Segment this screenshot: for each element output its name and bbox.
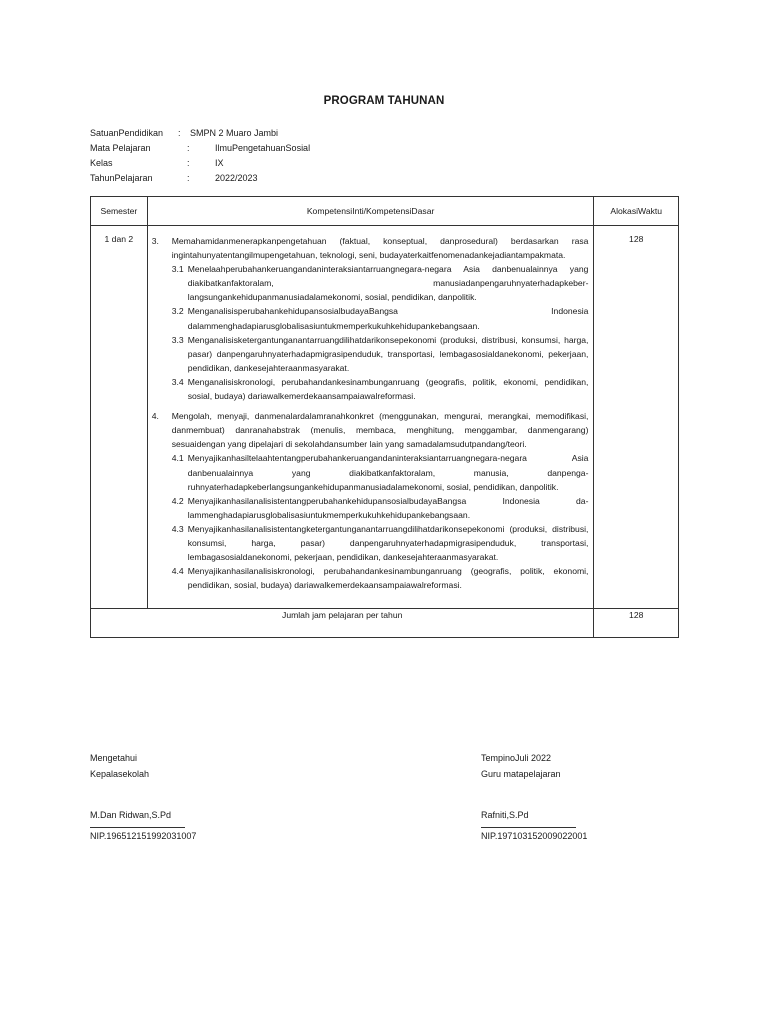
kd-text: Menganalisiskronologi, perubahandankesinambunganruang (geografis, politik, ekonomi, pendidikan, sosial, budaya) dariawalkemerdekaansampaiawalreformasi. — [187, 376, 589, 402]
kd-text: MenyajikanhasilanalisistentangperubahankehidupansosialbudayaBangsa Indonesia da-lammenghadapiarusglobalisasiuntukmemperkukuhkehidupankebangsaan. — [187, 495, 589, 520]
kd-item — [172, 451, 589, 493]
meta-label: SatuanPendidikan — [90, 128, 164, 138]
kompetensi-cell — [147, 226, 594, 609]
kd-number: 3.4 — [171, 376, 184, 387]
kd-number: 3.3 — [171, 334, 184, 345]
table-header-row — [91, 197, 679, 226]
kd-item — [172, 262, 589, 304]
meta-separator: : — [187, 158, 190, 168]
meta-separator: : — [187, 173, 190, 183]
ki-text: Memahamidanmenerapkanpengetahuan (faktual, konseptual, danprosedural) berdasarkan rasa ingintahunyatentangilmupengetahuan, teknologi, seni, budayaterkaitfenomenadankejadiantampakmata. — [171, 236, 589, 261]
kd-number: 3.2 — [171, 306, 184, 317]
total-value: 128 — [594, 609, 679, 638]
signature-left — [90, 750, 196, 844]
meta-value: SMPN 2 Muaro Jambi — [190, 128, 279, 138]
kd-item — [172, 522, 589, 564]
signature-right — [481, 750, 587, 844]
kd-item — [172, 333, 589, 375]
header-alokasi: AlokasiWaktu — [594, 197, 679, 226]
meta-value: 2022/2023 — [215, 173, 258, 183]
ki-body — [172, 409, 589, 592]
signature-nip: NIP.197103152009022001 — [481, 831, 588, 841]
total-label: Jumlah jam pelajaran per tahun — [91, 609, 594, 638]
alokasi-cell: 128 — [594, 226, 679, 609]
ki-text: Mengolah, menyaji, danmenalardalamranahkonkret (menggunakan, mengurai, merangkai, memodifikasi, danmembuat) danranahabstrak (menulis, membaca, menghitung, menggambar, danmengarang) sesuaidengan yang dipelajari di sekolahdansumber lain yang samadalamsudutpandang/teori. — [171, 411, 589, 450]
table-row — [91, 226, 679, 609]
signature-nip: NIP.196512151992031007 — [90, 831, 197, 841]
signature-name: Rafniti,S.Pd — [481, 810, 529, 820]
signature-role: Guru matapelajaran — [481, 769, 561, 779]
kd-text: Menganalisisketergantunganantarruangdilihatdarikonsepekonomi (produksi, distribusi, konsumsi, harga, pasar) danpengaruhnyaterhadapmigrasipenduduk, transportasi, lembagasosialdanekonomi, pekerjaan, pendidikan, dankesejahteraanmasyarakat. — [187, 334, 589, 373]
header-semester: Semester — [91, 197, 148, 226]
meta-label: Mata Pelajaran — [90, 143, 151, 153]
meta-label: Kelas — [90, 158, 113, 168]
kd-item — [172, 304, 589, 332]
ki-item — [152, 409, 589, 592]
ki-item — [152, 234, 589, 403]
total-row — [91, 609, 679, 638]
signature-space — [90, 782, 196, 807]
kd-text: Menyajikanhasiltelaahtentangperubahankeruangandaninteraksiantarruangnegara-negara Asia danbenualainnya yang diakibatkanfaktoralam, manusia, danpenga-ruhnyaterhadapkeberlangsungankehidupanmanusiadalamekonomi, sosial, pendidikan, danpolitik. — [187, 453, 589, 492]
ki-body — [172, 234, 589, 403]
meta-separator: : — [178, 128, 181, 138]
document-title: PROGRAM TAHUNAN — [323, 95, 445, 107]
kd-item — [172, 494, 589, 522]
kd-number: 4.4 — [171, 566, 184, 577]
meta-label: TahunPelajaran — [90, 173, 153, 183]
signature-role: Kepalasekolah — [90, 769, 150, 779]
kd-item — [172, 375, 589, 403]
signature-name: M.Dan Ridwan,S.Pd — [90, 810, 172, 820]
kd-text: Menelaahperubahankeruangandaninteraksiantarruangnegara-negara Asia danbenualainnya yang diakibatkanfaktoralam, manusiadanpengaruhnyaterhadapkeber-langsungankehidupanmanusiadalamekonomi, sosial, pendidikan, danpolitik. — [187, 264, 589, 303]
signature-space — [481, 782, 587, 807]
kd-text: Menyajikanhasilanalisiskronologi, perubahandankesinambunganruang (geografis, politik, ekonomi, pendidikan, sosial, budaya) dariawalkemerdekaansampaiawalreformasi. — [187, 566, 589, 591]
meta-separator: : — [187, 143, 190, 153]
kd-item — [172, 564, 589, 592]
ki-number: 3. — [151, 236, 159, 246]
kd-number: 4.1 — [171, 453, 184, 464]
meta-value: IX — [215, 158, 224, 168]
semester-cell: 1 dan 2 — [91, 226, 148, 609]
kd-text: MenganalisisperubahankehidupansosialbudayaBangsa Indonesia dalammenghadapiarusglobalisasiuntukmemperkukuhkehidupankebangsaan. — [187, 306, 589, 331]
program-table — [90, 196, 679, 638]
meta-value: IlmuPengetahuanSosial — [215, 143, 311, 153]
kd-number: 4.2 — [171, 495, 184, 506]
kd-number: 3.1 — [171, 264, 184, 275]
signature-heading: TempinoJuli 2022 — [481, 753, 552, 763]
signature-heading: Mengetahui — [90, 753, 138, 763]
ki-number: 4. — [151, 411, 159, 422]
kd-text: Menyajikanhasilanalisistentangketergantunganantarruangdilihatdarikonsepekonomi (produksi, distribusi, konsumsi, harga, pasar) danpengaruhnyaterhadapmigrasipenduduk, transportasi, lembagasosialdanekonomi, pekerjaan, pendidikan, dankesejahteraanmasyarakat. — [187, 523, 589, 563]
kd-number: 4.3 — [171, 523, 184, 534]
header-kompetensi: KompetensiInti/KompetensiDasar — [147, 197, 594, 226]
